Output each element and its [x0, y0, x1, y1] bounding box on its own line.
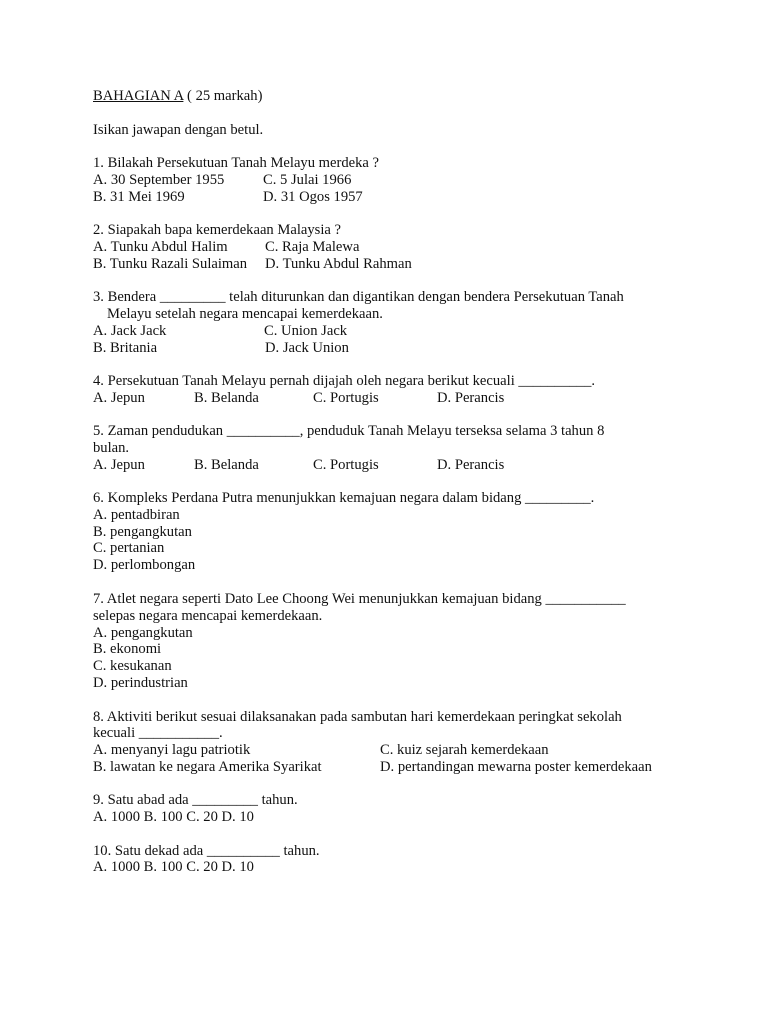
- question-7-option-b: B. ekonomi: [93, 641, 162, 657]
- question-10-text: 10. Satu dekad ada __________ tahun.: [93, 843, 320, 859]
- question-8-text-line-1: 8. Aktiviti berikut sesuai dilaksanakan pada sambutan hari kemerdekaan peringkat sekolah: [93, 709, 622, 725]
- question-1-option-c: C. 5 Julai 1966: [263, 172, 352, 188]
- question-7-option-a: A. pengangkutan: [93, 625, 193, 641]
- question-4-option-a: A. Jepun: [93, 390, 145, 406]
- question-5-option-a: A. Jepun: [93, 457, 145, 473]
- question-6-option-a: A. pentadbiran: [93, 507, 180, 523]
- question-10-options: A. 1000 B. 100 C. 20 D. 10: [93, 859, 254, 875]
- question-1-option-b: B. 31 Mei 1969: [93, 189, 185, 205]
- question-9-options: A. 1000 B. 100 C. 20 D. 10: [93, 809, 254, 825]
- question-4-option-c: C. Portugis: [313, 390, 379, 406]
- question-2-text: 2. Siapakah bapa kemerdekaan Malaysia ?: [93, 222, 341, 238]
- question-9-text: 9. Satu abad ada _________ tahun.: [93, 792, 298, 808]
- question-4-option-d: D. Perancis: [437, 390, 505, 406]
- question-7-text-line-2: selepas negara mencapai kemerdekaan.: [93, 608, 323, 624]
- question-3-text-line-2: Melayu setelah negara mencapai kemerdekaan.: [107, 306, 383, 322]
- question-3-text-line-1: 3. Bendera _________ telah diturunkan dan digantikan dengan bendera Persekutuan Tanah: [93, 289, 624, 305]
- question-2-option-c: C. Raja Malewa: [265, 239, 360, 255]
- question-3-option-d: D. Jack Union: [265, 340, 349, 356]
- question-5-text-line-1: 5. Zaman pendudukan __________, penduduk Tanah Melayu terseksa selama 3 tahun 8: [93, 423, 605, 439]
- question-6-option-d: D. perlombongan: [93, 557, 196, 573]
- section-header: [93, 88, 262, 105]
- question-5-option-c: C. Portugis: [313, 457, 379, 473]
- question-8-option-a: A. menyanyi lagu patriotik: [93, 742, 251, 758]
- question-6-option-b: B. pengangkutan: [93, 524, 192, 540]
- question-6-option-c: C. pertanian: [93, 540, 165, 556]
- question-7-text-line-1: 7. Atlet negara seperti Dato Lee Choong Wei menunjukkan kemajuan bidang ___________: [93, 591, 626, 607]
- question-7-option-c: C. kesukanan: [93, 658, 172, 674]
- instruction: Isikan jawapan dengan betul.: [93, 122, 264, 138]
- question-3-option-b: B. Britania: [93, 340, 158, 356]
- question-5-text-line-2: bulan.: [93, 440, 130, 456]
- question-4-option-b: B. Belanda: [194, 390, 259, 406]
- question-3-option-a: A. Jack Jack: [93, 323, 167, 339]
- question-1-option-a: A. 30 September 1955: [93, 172, 225, 188]
- question-3-option-c: C. Union Jack: [264, 323, 348, 339]
- question-7-option-d: D. perindustrian: [93, 675, 188, 691]
- section-marks: ( 25 markah): [183, 88, 263, 104]
- question-1-option-d: D. 31 Ogos 1957: [263, 189, 363, 205]
- question-8-option-d: D. pertandingan mewarna poster kemerdekaan: [380, 759, 652, 775]
- question-4-text: 4. Persekutuan Tanah Melayu pernah dijajah oleh negara berikut kecuali __________.: [93, 373, 596, 389]
- question-2-option-b: B. Tunku Razali Sulaiman: [93, 256, 248, 272]
- question-8-option-c: C. kuiz sejarah kemerdekaan: [380, 742, 549, 758]
- question-5-option-d: D. Perancis: [437, 457, 505, 473]
- section-title: BAHAGIAN A: [93, 88, 184, 104]
- question-2-option-a: A. Tunku Abdul Halim: [93, 239, 228, 255]
- question-2-option-d: D. Tunku Abdul Rahman: [265, 256, 412, 272]
- question-6-text: 6. Kompleks Perdana Putra menunjukkan kemajuan negara dalam bidang _________.: [93, 490, 595, 506]
- question-5-option-b: B. Belanda: [194, 457, 259, 473]
- question-8-text-line-2: kecuali ___________.: [93, 725, 223, 741]
- question-1-text: 1. Bilakah Persekutuan Tanah Melayu merdeka ?: [93, 155, 380, 171]
- question-8-option-b: B. lawatan ke negara Amerika Syarikat: [93, 759, 322, 775]
